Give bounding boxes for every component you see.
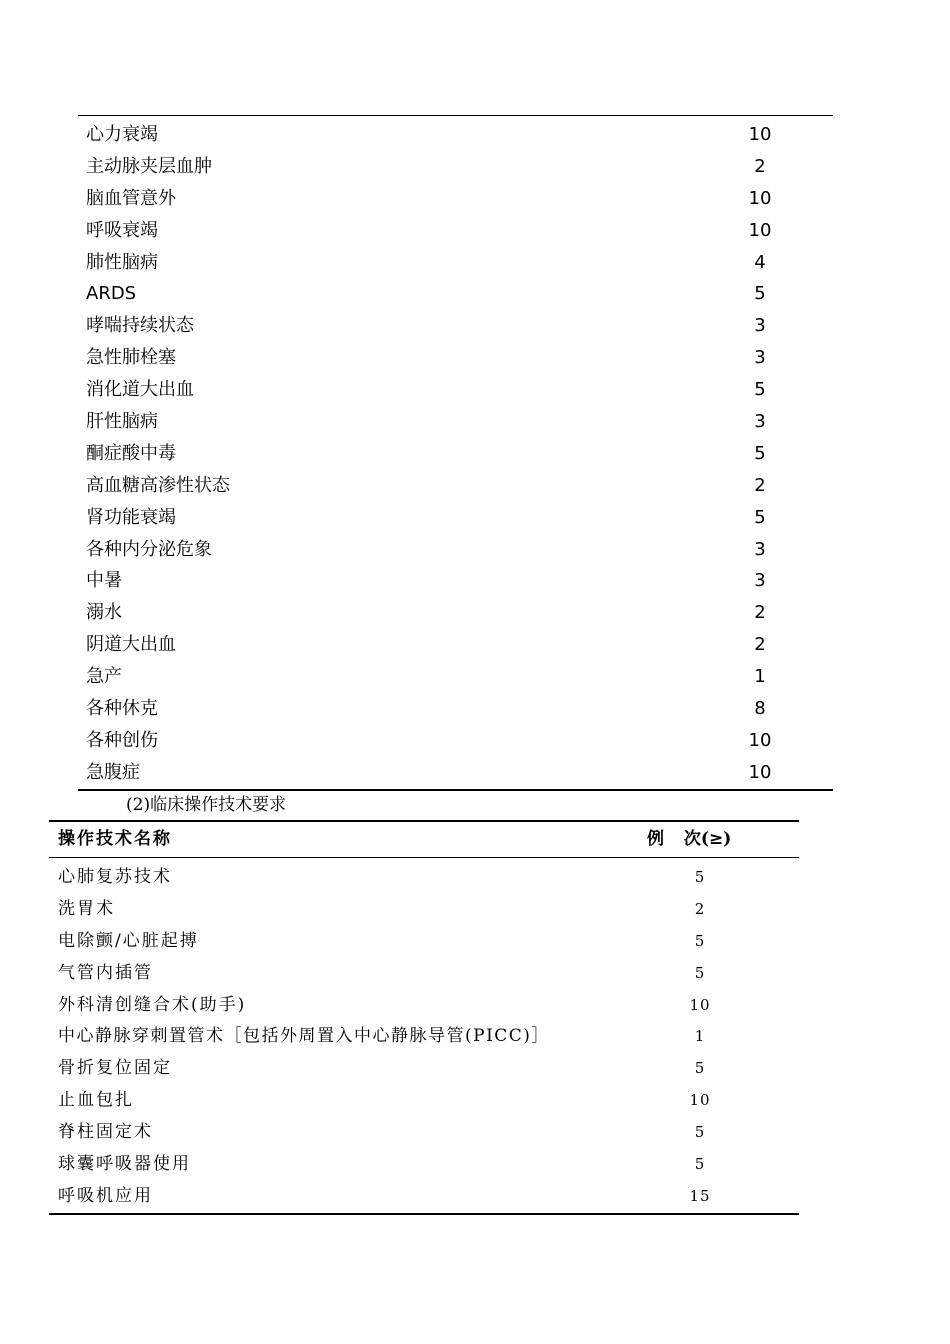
case-count: 3 bbox=[754, 411, 766, 433]
disease-name: 急腹症 bbox=[86, 761, 140, 783]
case-count: 5 bbox=[694, 963, 706, 982]
disease-name: 急性肺栓塞 bbox=[86, 347, 176, 369]
table-row bbox=[49, 862, 799, 894]
case-count: 5 bbox=[694, 1155, 706, 1174]
case-count: 2 bbox=[694, 899, 706, 918]
diseases-table bbox=[78, 115, 833, 791]
table-row bbox=[78, 534, 833, 566]
procedure-name: 电除颤/心脏起搏 bbox=[58, 930, 199, 951]
table-row bbox=[78, 215, 833, 247]
table-row bbox=[78, 119, 833, 151]
disease-name: 肺性脑病 bbox=[86, 251, 158, 273]
case-count: 2 bbox=[754, 474, 766, 496]
table-row bbox=[78, 278, 833, 310]
disease-name: 心力衰竭 bbox=[86, 124, 158, 145]
table-row bbox=[78, 374, 833, 406]
case-count: 15 bbox=[689, 1186, 711, 1205]
case-count: 5 bbox=[754, 379, 766, 401]
header-procedure-name: 操作技术名称 bbox=[58, 829, 172, 849]
case-count: 5 bbox=[754, 283, 766, 305]
case-count: 10 bbox=[748, 219, 772, 241]
table-row bbox=[78, 151, 833, 183]
case-count: 1 bbox=[694, 1027, 706, 1046]
table-row bbox=[78, 629, 833, 661]
table-row bbox=[49, 1085, 799, 1117]
table-row bbox=[78, 438, 833, 470]
disease-name: 溺水 bbox=[86, 602, 122, 624]
table-row bbox=[78, 470, 833, 502]
disease-name: 酮症酸中毒 bbox=[86, 442, 176, 464]
table-row bbox=[49, 1021, 799, 1053]
case-count: 3 bbox=[754, 538, 766, 560]
disease-name: 阴道大出血 bbox=[86, 634, 176, 656]
case-count: 5 bbox=[694, 931, 706, 950]
table-row bbox=[78, 342, 833, 374]
procedure-name: 脊柱固定术 bbox=[58, 1122, 153, 1143]
procedure-name: 洗胃术 bbox=[58, 898, 115, 919]
disease-name: 哮喘持续状态 bbox=[86, 315, 194, 337]
case-count: 10 bbox=[748, 761, 772, 783]
table-row bbox=[78, 183, 833, 215]
table-header bbox=[49, 822, 799, 858]
case-count: 10 bbox=[748, 187, 772, 209]
case-count: 5 bbox=[694, 868, 706, 886]
case-count: 2 bbox=[754, 155, 766, 177]
disease-name: 肝性脑病 bbox=[86, 411, 158, 433]
table-row bbox=[49, 958, 799, 990]
case-count: 5 bbox=[754, 442, 766, 464]
disease-name: 主动脉夹层血肿 bbox=[86, 155, 212, 177]
table-row bbox=[49, 894, 799, 926]
case-count: 5 bbox=[694, 1123, 706, 1142]
table-row bbox=[49, 1117, 799, 1149]
table-row bbox=[78, 661, 833, 693]
table-row bbox=[49, 990, 799, 1022]
disease-name: 急产 bbox=[86, 666, 122, 688]
table-row bbox=[49, 1053, 799, 1085]
case-count: 10 bbox=[748, 729, 772, 751]
header-case-count: 例 次(≥) bbox=[647, 829, 732, 849]
table-row bbox=[78, 565, 833, 597]
disease-name: 呼吸衰竭 bbox=[86, 219, 158, 241]
case-count: 3 bbox=[754, 570, 766, 592]
table-row bbox=[49, 1149, 799, 1181]
case-count: 3 bbox=[754, 347, 766, 369]
table-row bbox=[78, 757, 833, 789]
procedure-name: 气管内插管 bbox=[58, 962, 153, 983]
table-row bbox=[78, 693, 833, 725]
table-body bbox=[49, 858, 799, 1213]
disease-name: 各种创伤 bbox=[86, 729, 158, 751]
procedure-name: 外科清创缝合术(助手) bbox=[58, 994, 247, 1015]
procedure-name: 骨折复位固定 bbox=[58, 1058, 172, 1079]
table-row bbox=[49, 1181, 799, 1213]
case-count: 10 bbox=[748, 124, 772, 145]
disease-name: 消化道大出血 bbox=[86, 379, 194, 401]
procedure-name: 呼吸机应用 bbox=[58, 1185, 153, 1206]
procedure-name: 心肺复苏技术 bbox=[58, 867, 172, 887]
case-count: 2 bbox=[754, 634, 766, 656]
case-count: 4 bbox=[754, 251, 766, 273]
table-row bbox=[78, 597, 833, 629]
case-count: 10 bbox=[689, 1091, 711, 1110]
case-count: 10 bbox=[689, 995, 711, 1014]
case-count: 1 bbox=[754, 666, 766, 688]
case-count: 2 bbox=[754, 602, 766, 624]
disease-name: 各种休克 bbox=[86, 698, 158, 720]
disease-name: 中暑 bbox=[86, 570, 122, 592]
procedure-name: 中心静脉穿刺置管术［包括外周置入中心静脉导管(PICC)］ bbox=[58, 1026, 550, 1047]
procedure-name: 止血包扎 bbox=[58, 1090, 134, 1111]
case-count: 5 bbox=[754, 506, 766, 528]
disease-name: 脑血管意外 bbox=[86, 187, 176, 209]
procedure-name: 球囊呼吸器使用 bbox=[58, 1154, 191, 1175]
section-caption: (2)临床操作技术要求 bbox=[126, 795, 287, 815]
table-row bbox=[78, 502, 833, 534]
table-row bbox=[78, 725, 833, 757]
disease-name: 肾功能衰竭 bbox=[86, 506, 176, 528]
procedures-table bbox=[49, 820, 799, 1215]
case-count: 3 bbox=[754, 315, 766, 337]
disease-name: ARDS bbox=[86, 283, 137, 305]
case-count: 5 bbox=[694, 1059, 706, 1078]
disease-name: 高血糖高渗性状态 bbox=[86, 474, 230, 496]
table-row bbox=[78, 406, 833, 438]
table-row bbox=[49, 926, 799, 958]
table-row bbox=[78, 247, 833, 279]
case-count: 8 bbox=[754, 698, 766, 720]
disease-name: 各种内分泌危象 bbox=[86, 538, 212, 560]
table-row bbox=[78, 310, 833, 342]
